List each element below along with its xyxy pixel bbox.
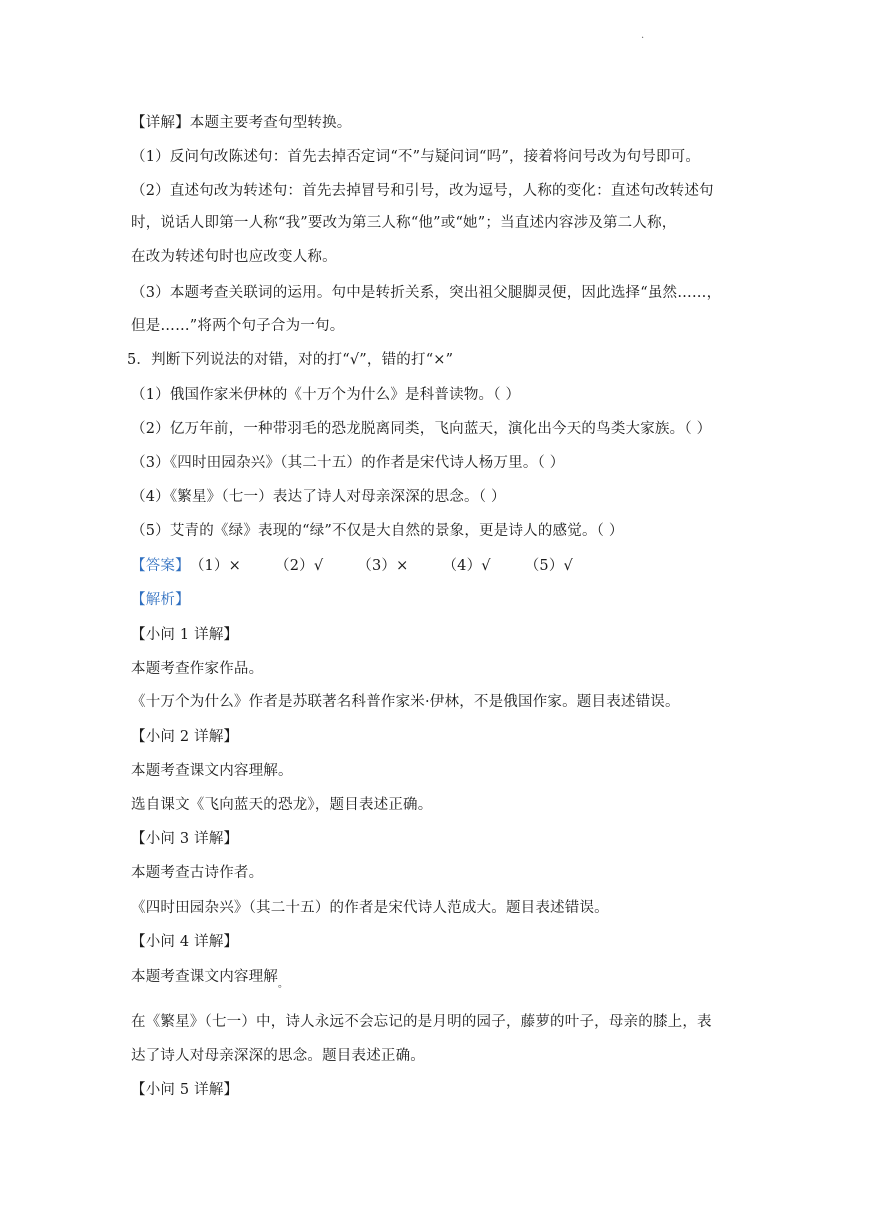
text-line: （1）反问句改陈述句：首先去掉否定词“不”与疑问词“吗”，接着将问号改为句号即可。 — [131, 149, 701, 165]
text-line: 选自课文《飞向蓝天的恐龙》，题目表述正确。 — [131, 797, 433, 813]
question-item: （5）艾青的《绿》表现的“绿”不仅是大自然的景象，更是诗人的感觉。（ ） — [131, 523, 624, 539]
text-line: 本题考查作家作品。 — [131, 661, 264, 677]
header-mark: . — [641, 30, 645, 41]
text-line: 达了诗人对母亲深深的思念。题目表述正确。 — [131, 1048, 425, 1064]
sub-question-heading: 【小问 2 详解】 — [131, 729, 239, 745]
text-line: 《四时田园杂兴》（其二十五）的作者是宋代诗人范成大。题目表述错误。 — [131, 900, 609, 916]
question-item: （3）《四时田园杂兴》（其二十五）的作者是宋代诗人杨万里。（ ） — [131, 455, 565, 471]
question-item: （2）亿万年前，一种带羽毛的恐龙脱离同类，飞向蓝天，演化出今天的鸟类大家族。（ ） — [131, 421, 712, 437]
text-line: 在改为转述句时也应改变人称。 — [131, 249, 337, 265]
answer-label: 【答案】 — [131, 558, 190, 574]
answer-item: （1）× — [189, 558, 241, 574]
text-line: 《十万个为什么》作者是苏联著名科普作家米·伊林，不是俄国作家。题目表述错误。 — [131, 694, 680, 710]
question-item: （4）《繁星》（七一）表达了诗人对母亲深深的思念。（ ） — [131, 489, 506, 505]
sub-question-heading: 【小问 5 详解】 — [131, 1082, 239, 1098]
answer-item: （4）√ — [442, 558, 491, 574]
text-line: 但是……”将两个句子合为一句。 — [131, 318, 345, 334]
text-line: （2）直述句改为转述句：首先去掉冒号和引号，改为逗号，人称的变化：直述句改转述句 — [131, 183, 714, 199]
sub-question-heading: 【小问 3 详解】 — [131, 831, 239, 847]
answer-item: （3）× — [357, 558, 409, 574]
text-line: （3）本题考查关联词的运用。句中是转折关系，突出祖父腿脚灵便，因此选择“虽然……， — [131, 285, 722, 301]
question-title: 5．判断下列说法的对错，对的打“√”，错的打“×” — [127, 352, 454, 368]
text-line: 【详解】本题主要考查句型转换。 — [131, 115, 352, 131]
text-line — [131, 967, 288, 995]
answer-item: （2）√ — [275, 558, 324, 574]
question-item: （1）俄国作家米伊林的《十万个为什么》是科普读物。（ ） — [131, 387, 521, 403]
sub-question-heading: 【小问 1 详解】 — [131, 627, 239, 643]
trailing-period: 。 — [278, 979, 289, 990]
text-segment: 本题考查课文内容理解 — [131, 969, 278, 985]
text-line: 本题考查课文内容理解。 — [131, 763, 293, 779]
sub-question-heading: 【小问 4 详解】 — [131, 934, 239, 950]
answer-item: （5）√ — [524, 558, 573, 574]
text-line: 在《繁星》（七一）中，诗人永远不会忘记的是月明的园子，藤萝的叶子，母亲的膝上，表 — [131, 1014, 712, 1030]
analysis-label: 【解析】 — [131, 592, 190, 608]
answer-line — [131, 556, 607, 576]
text-line: 本题考查古诗作者。 — [131, 865, 264, 881]
text-line: 时，说话人即第一人称“我”要改为第三人称“他”或“她”；当直述内容涉及第二人称， — [131, 215, 677, 231]
